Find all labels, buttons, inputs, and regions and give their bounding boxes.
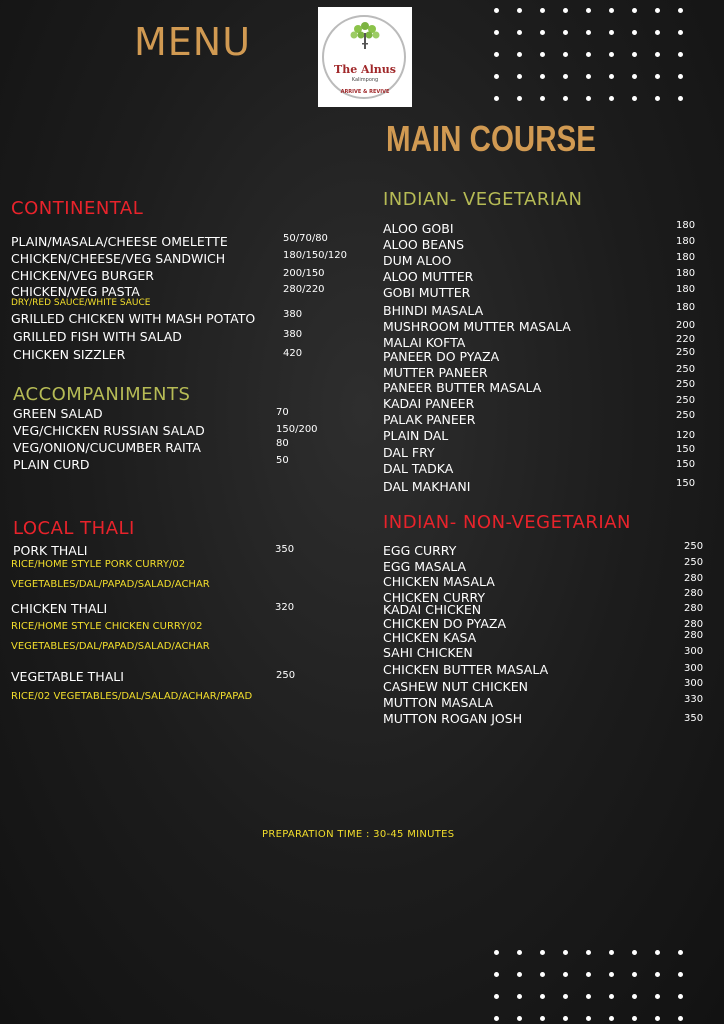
local-thali-heading: LOCAL THALI xyxy=(13,518,135,539)
menu-item: MUTTON ROGAN JOSH xyxy=(383,711,523,726)
menu-item: PANEER BUTTER MASALA xyxy=(383,380,542,395)
item-price: 50 xyxy=(276,455,289,466)
menu-item: CHICKEN MASALA xyxy=(383,574,495,589)
item-price: 70 xyxy=(276,407,289,418)
menu-item: BHINDI MASALA xyxy=(383,303,484,318)
item-price: 300 xyxy=(684,678,704,689)
indian-nonveg-heading: INDIAN- NON-VEGETARIAN xyxy=(383,512,631,533)
menu-item: GREEN SALAD xyxy=(13,406,103,421)
item-price: 250 xyxy=(684,557,704,568)
item-price: 50/70/80 xyxy=(283,233,328,244)
menu-item: CHICKEN/CHEESE/VEG SANDWICH xyxy=(11,251,226,266)
item-price: 280/220 xyxy=(283,284,325,295)
main-course-heading: MAIN COURSE xyxy=(386,118,596,159)
accompaniments-heading: ACCOMPANIMENTS xyxy=(13,384,191,405)
item-note: RICE/HOME STYLE PORK CURRY/02 xyxy=(11,559,186,570)
item-price: 300 xyxy=(684,663,704,674)
item-price: 350 xyxy=(275,544,295,555)
item-price: 150 xyxy=(676,478,696,489)
menu-item: EGG CURRY xyxy=(383,543,457,558)
tree-icon xyxy=(349,21,381,49)
restaurant-logo xyxy=(318,7,412,107)
item-price: 250 xyxy=(676,410,696,421)
item-note: RICE/02 VEGETABLES/DAL/SALAD/ACHAR/PAPAD xyxy=(11,691,253,702)
item-price: 120 xyxy=(676,430,696,441)
menu-item: DUM ALOO xyxy=(383,253,452,268)
item-price: 180 xyxy=(676,252,696,263)
item-note: RICE/HOME STYLE CHICKEN CURRY/02 xyxy=(11,621,203,632)
menu-item: GOBI MUTTER xyxy=(383,285,471,300)
logo-sub: Kalimpong xyxy=(351,77,379,83)
decorative-dots-top xyxy=(494,8,688,101)
menu-item: MUTTER PANEER xyxy=(383,365,488,380)
indian-veg-heading: INDIAN- VEGETARIAN xyxy=(383,189,583,210)
menu-item: ALOO GOBI xyxy=(383,221,454,236)
item-note: VEGETABLES/DAL/PAPAD/SALAD/ACHAR xyxy=(11,641,210,652)
item-price: 280 xyxy=(684,619,704,630)
item-price: 200 xyxy=(676,320,696,331)
item-price: 250 xyxy=(684,541,704,552)
menu-item: PLAIN CURD xyxy=(13,457,90,472)
menu-item: MUTTON MASALA xyxy=(383,695,494,710)
logo-tagline: ARRIVE & REVIVE xyxy=(340,89,390,95)
menu-item: CASHEW NUT CHICKEN xyxy=(383,679,528,694)
menu-item: PALAK PANEER xyxy=(383,412,476,427)
item-price: 180 xyxy=(676,220,696,231)
item-price: 200/150 xyxy=(283,268,325,279)
menu-item: GRILLED FISH WITH SALAD xyxy=(13,329,182,344)
item-price: 280 xyxy=(684,630,704,641)
menu-item: CHICKEN CURRY xyxy=(383,590,486,605)
item-price: 250 xyxy=(676,347,696,358)
menu-item: CHICKEN/VEG PASTA xyxy=(11,284,140,299)
menu-item: DAL MAKHANI xyxy=(383,479,471,494)
menu-item: CHICKEN/VEG BURGER xyxy=(11,268,154,283)
item-price: 150 xyxy=(676,459,696,470)
menu-item: DAL TADKA xyxy=(383,461,454,476)
item-price: 180 xyxy=(676,284,696,295)
menu-item: MUSHROOM MUTTER MASALA xyxy=(383,319,571,334)
menu-item: KADAI PANEER xyxy=(383,396,475,411)
menu-item: CHICKEN THALI xyxy=(11,601,108,616)
menu-item: CHICKEN DO PYAZA xyxy=(383,616,506,631)
item-price: 280 xyxy=(684,573,704,584)
menu-item: CHICKEN SIZZLER xyxy=(13,347,126,362)
menu-item: VEGETABLE THALI xyxy=(11,669,124,684)
item-price: 250 xyxy=(676,395,696,406)
menu-item: PLAIN/MASALA/CHEESE OMELETTE xyxy=(11,234,228,249)
item-price: 250 xyxy=(676,379,696,390)
menu-item: VEG/ONION/CUCUMBER RAITA xyxy=(13,440,201,455)
item-price: 320 xyxy=(275,602,295,613)
item-price: 180 xyxy=(676,268,696,279)
menu-item: ALOO MUTTER xyxy=(383,269,474,284)
menu-item: PANEER DO PYAZA xyxy=(383,349,500,364)
item-price: 250 xyxy=(676,364,696,375)
item-note: VEGETABLES/DAL/PAPAD/SALAD/ACHAR xyxy=(11,579,210,590)
continental-heading: CONTINENTAL xyxy=(11,198,144,219)
menu-item: GRILLED CHICKEN WITH MASH POTATO xyxy=(11,311,256,326)
menu-item: PLAIN DAL xyxy=(383,428,449,443)
item-price: 350 xyxy=(684,713,704,724)
menu-item: CHICKEN KASA xyxy=(383,630,477,645)
item-price: 180 xyxy=(676,236,696,247)
item-price: 220 xyxy=(676,334,696,345)
item-price: 180/150/120 xyxy=(283,250,347,261)
item-price: 300 xyxy=(684,646,704,657)
menu-item: PORK THALI xyxy=(13,543,88,558)
item-price: 330 xyxy=(684,694,704,705)
menu-item: CHICKEN BUTTER MASALA xyxy=(383,662,549,677)
item-price: 420 xyxy=(283,348,303,359)
menu-item: MALAI KOFTA xyxy=(383,335,466,350)
page-title: MENU xyxy=(134,20,252,64)
item-note: DRY/RED SAUCE/WHITE SAUCE xyxy=(11,298,151,308)
item-price: 380 xyxy=(283,309,303,320)
item-price: 250 xyxy=(276,670,296,681)
menu-item: VEG/CHICKEN RUSSIAN SALAD xyxy=(13,423,205,438)
menu-item: KADAI CHICKEN xyxy=(383,602,482,617)
item-price: 280 xyxy=(684,588,704,599)
menu-item: ALOO BEANS xyxy=(383,237,465,252)
item-price: 280 xyxy=(684,603,704,614)
item-price: 150 xyxy=(676,444,696,455)
item-price: 180 xyxy=(676,302,696,313)
menu-item: DAL FRY xyxy=(383,445,435,460)
preparation-time: PREPARATION TIME : 30-45 MINUTES xyxy=(262,829,455,840)
menu-item: SAHI CHICKEN xyxy=(383,645,473,660)
item-price: 150/200 xyxy=(276,424,318,435)
logo-name: The Alnus xyxy=(334,63,396,76)
decorative-dots-bottom xyxy=(494,950,688,1021)
menu-item: EGG MASALA xyxy=(383,559,467,574)
item-price: 80 xyxy=(276,438,289,449)
item-price: 380 xyxy=(283,329,303,340)
